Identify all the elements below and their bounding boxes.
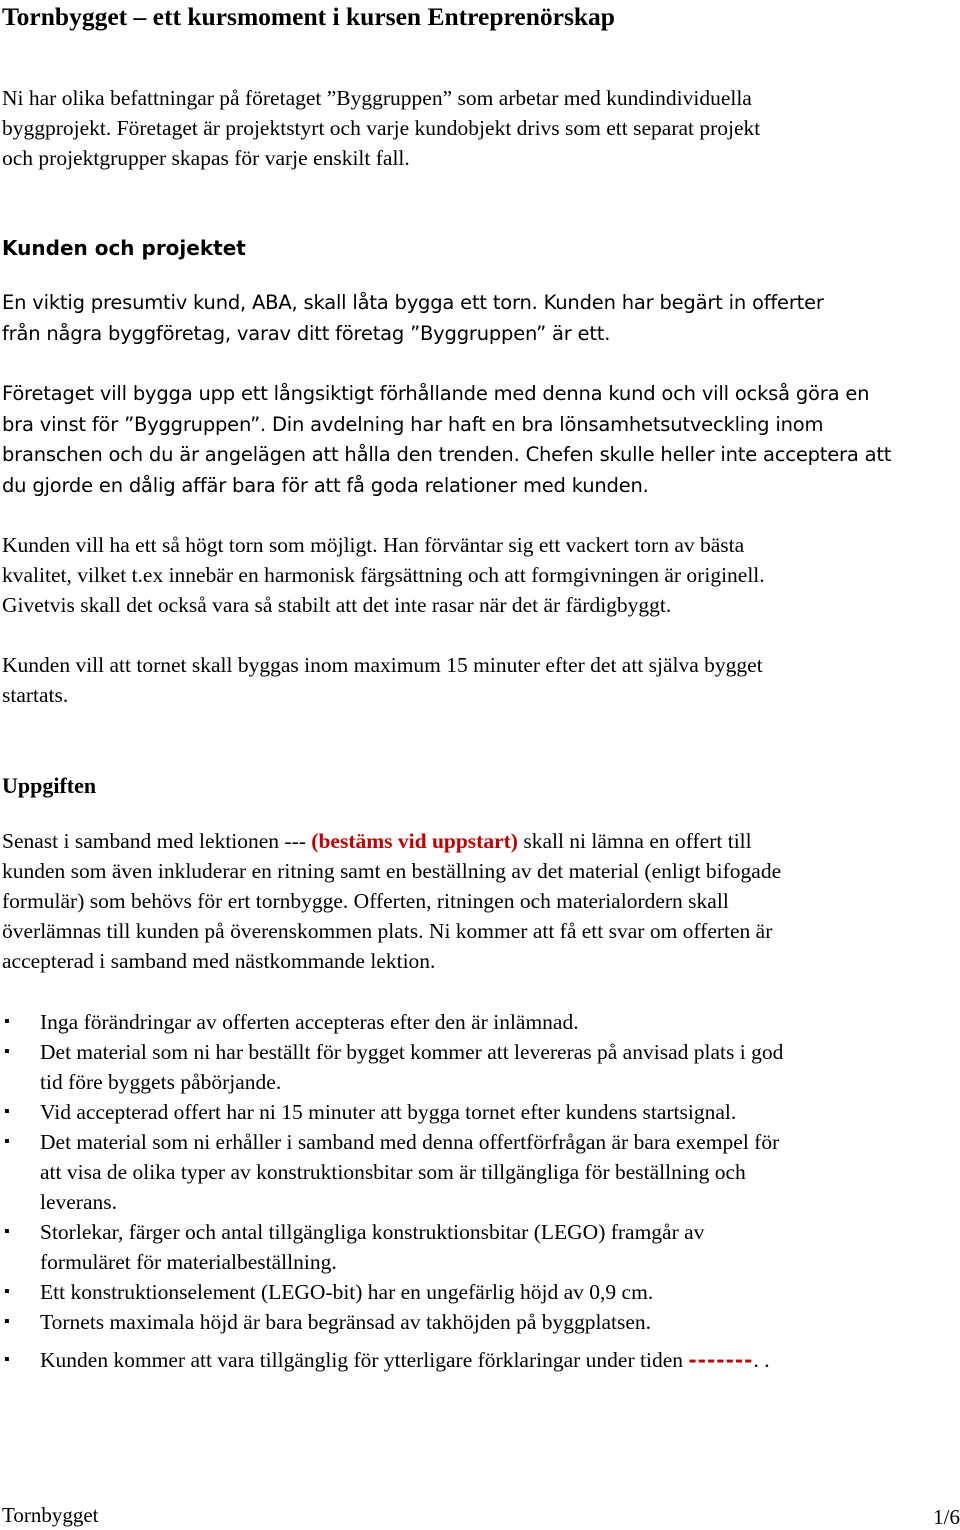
paragraph-line: Givetvis skall det också vara så stabilt att det inte rasar när det är färdigbyggt. xyxy=(2,593,672,617)
paragraph-line: Kunden vill ha ett så högt torn som möjligt. Han förväntar sig ett vackert torn av bästa xyxy=(2,533,745,557)
paragraph-line: kvalitet, vilket t.ex innebär en harmonisk färgsättning och att formgivningen är originell. xyxy=(2,563,765,587)
list-item xyxy=(0,1307,958,1337)
task-paragraph xyxy=(2,826,781,976)
rules-list xyxy=(0,1007,958,1375)
list-item-line: Ett konstruktionselement (LEGO-bit) har en ungefärlig höjd av 0,9 cm. xyxy=(40,1280,654,1304)
list-item xyxy=(0,1217,958,1277)
list-item-text: Kunden kommer att vara tillgänglig för ytterligare förklaringar under tiden xyxy=(40,1348,689,1372)
task-text: skall ni lämna en offert till xyxy=(517,829,752,853)
paragraph-line: branschen och du är angelägen att hålla den trenden. Chefen skulle heller inte acceptera att xyxy=(2,443,892,466)
list-item-line: tid före byggets påbörjande. xyxy=(40,1070,282,1094)
intro-line: byggprojekt. Företaget är projektstyrt och varje kundobjekt drivs som ett separat projekt xyxy=(2,116,761,140)
intro-line: Ni har olika befattningar på företaget ”Byggruppen” som arbetar med kundindividuella xyxy=(2,86,752,110)
company-paragraph xyxy=(2,379,891,501)
list-item-line: Vid accepterad offert har ni 15 minuter att bygga tornet efter kundens startsignal. xyxy=(40,1100,737,1124)
section-heading-uppgiften: Uppgiften xyxy=(2,773,97,798)
list-item-line xyxy=(40,1345,958,1375)
time-placeholder: ------- xyxy=(688,1348,754,1372)
bullet-icon: ▪ xyxy=(4,1351,10,1368)
list-item xyxy=(0,1097,958,1127)
title-text: Tornbygget – ett kursmoment i kursen xyxy=(2,2,428,31)
paragraph-line: du gjorde en dålig affär bara för att få goda relationer med kunden. xyxy=(2,473,649,497)
list-item xyxy=(0,1127,958,1217)
list-item xyxy=(0,1345,958,1375)
list-item-line: Tornets maximala höjd är bara begränsad av takhöjden på byggplatsen. xyxy=(40,1310,652,1334)
paragraph-line: överlämnas till kunden på överenskommen plats. Ni kommer att få ett svar om offerten är xyxy=(2,919,773,943)
paragraph-line: kunden som även inkluderar en ritning samt en beställning av det material (enligt bifogade xyxy=(2,859,782,883)
bullet-icon: ▪ xyxy=(4,1283,10,1300)
list-item-line: Storlekar, färger och antal tillgängliga konstruktionsbitar (LEGO) framgår av xyxy=(40,1220,705,1244)
paragraph-line: accepterad i samband med nästkommande lektion. xyxy=(2,949,436,973)
list-item-line: formuläret för materialbeställning. xyxy=(40,1250,337,1274)
task-text: Senast i samband med lektionen --- xyxy=(2,829,312,853)
list-item-line: att visa de olika typer av konstruktionsbitar som är tillgängliga för beställning och xyxy=(40,1160,746,1184)
paragraph-line: formulär) som behövs för ert tornbygge. Offerten, ritningen och materialordern skall xyxy=(2,889,729,913)
list-item xyxy=(0,1037,958,1097)
paragraph-line: från några byggföretag, varav ditt företag ”Byggruppen” är ett. xyxy=(2,321,611,345)
bullet-icon: ▪ xyxy=(4,1103,10,1120)
paragraph-line: Företaget vill bygga upp ett långsiktigt förhållande med denna kund och vill också göra en xyxy=(2,382,870,405)
list-item-line: leverans. xyxy=(40,1190,118,1214)
list-item-line: Det material som ni erhåller i samband med denna offertförfrågan är bara exempel för xyxy=(40,1130,780,1154)
bullet-icon: ▪ xyxy=(4,1313,10,1330)
page-number: 1/6 xyxy=(933,1505,960,1529)
title-course-name: Entreprenörskap xyxy=(427,2,615,31)
section-heading-kunden: Kunden och projektet xyxy=(2,236,246,260)
time-limit-paragraph xyxy=(2,650,763,710)
bullet-icon: ▪ xyxy=(4,1013,10,1030)
paragraph-line xyxy=(2,826,781,856)
bullet-icon: ▪ xyxy=(4,1133,10,1150)
deadline-highlight: (bestäms vid uppstart) xyxy=(311,829,518,853)
intro-paragraph xyxy=(2,83,760,173)
paragraph-line: bra vinst för ”Byggruppen”. Din avdelning har haft en bra lönsamhetsutveckling inom xyxy=(2,412,824,436)
customer-paragraph xyxy=(2,288,824,349)
list-item-line: Det material som ni har beställt för bygget kommer att levereras på anvisad plats i god xyxy=(40,1040,784,1064)
list-item-text: . . xyxy=(753,1348,770,1372)
bullet-icon: ▪ xyxy=(4,1223,10,1240)
list-item-line: Inga förändringar av offerten accepteras efter den är inlämnad. xyxy=(40,1010,579,1034)
document-title xyxy=(2,2,615,32)
footer-title: Tornbygget xyxy=(2,1503,99,1527)
paragraph-line: Kunden vill att tornet skall byggas inom maximum 15 minuter efter det att själva bygget xyxy=(2,653,763,677)
intro-line: och projektgrupper skapas för varje enskilt fall. xyxy=(2,146,410,170)
tower-quality-paragraph xyxy=(2,530,765,620)
list-item xyxy=(0,1007,958,1037)
list-item xyxy=(0,1277,958,1307)
bullet-icon: ▪ xyxy=(4,1043,10,1060)
paragraph-line: startats. xyxy=(2,683,69,707)
paragraph-line: En viktig presumtiv kund, ABA, skall låta bygga ett torn. Kunden har begärt in offerter xyxy=(2,291,824,314)
